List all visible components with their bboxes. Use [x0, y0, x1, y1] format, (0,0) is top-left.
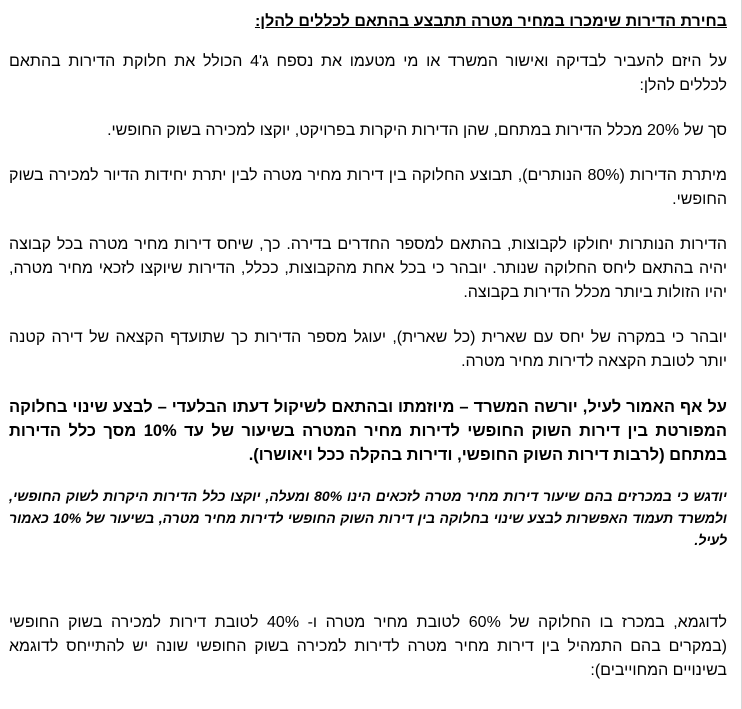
blank-spacer	[9, 551, 727, 611]
document-body	[9, 10, 727, 683]
paragraph-remaining-split: מיתרת הדירות (80% הנותרים), תבוצע החלוקה בין דירות מחיר מטרה לבין יתרת יחידות הדיור למכירה בשוק החופשי.	[9, 167, 727, 208]
paragraph-ministry-discretion: על אף האמור לעיל, יורשה המשרד – מיוזמתו ובהתאם לשיקול דעתו הבלעדי – לבצע שינוי בחלוקה המפורטת בין דירות השוק החופשי לדירות מחיר המטרה בשיעור של עד 10% מסך כלל הדירות במתחם (לרבות דירות השוק החופשי, ודירות בהקלה ככל ויאושרו).	[9, 398, 727, 464]
paragraph-expensive-units: סך של 20% מכלל הדירות במתחם, שהן הדירות היקרות בפרויקט, יוקצו למכירה בשוק החופשי.	[107, 122, 727, 139]
paragraph-example: לדוגמא, במכרז בו החלוקה של 60% לטובת מחיר מטרה ו- 40% לטובת דירות למכירה בשוק החופשי (במקרים בהם התמהיל בין דירות מחיר מטרה לדירות למכירה בשוק החופשי שונה יש להתייחס לדוגמא בשינויים המחוייבים):	[9, 614, 727, 679]
paragraph-room-groups: הדירות הנותרות יחולקו לקבוצות, בהתאם למספר החדרים בדירה. כך, שיחס דירות מחיר מטרה בכל קבוצה יהיה בהתאם ליחס החלוקה שנותר. יובהר כי בכל אחת מהקבוצות, ככלל, הדירות שיוקצו לזכאי מחיר מטרה, יהיו הזולות ביותר מכלל הדירות בקבוצה.	[9, 236, 727, 301]
paragraph-rounding: יובהר כי במקרה של יחס עם שארית (כל שארית), יעוגל מספר הדירות כך שתועדף הקצאה של דירה קטנה יותר לטובת הקצאה לדירות מחיר מטרה.	[9, 329, 727, 370]
section-heading: בחירת הדירות שימכרו במחיר מטרה תתבצע בהתאם לכללים להלן:	[254, 13, 727, 30]
paragraph-submission: על היזם להעביר לבדיקה ואישור המשרד או מי מטעמו את נספח ג'4 הכולל את חלוקת הדירות בהתאם לכללים להלן:	[9, 53, 728, 94]
paragraph-emphasis-note: יודגש כי במכרזים בהם שיעור דירות מחיר מטרה לזכאים הינו 80% ומעלה, יוקצו כלל הדירות היקרות לשוק החופשי, ולמשרד תעמוד האפשרות לבצע שינוי בחלוקה בין דירות השוק החופשי לדירות מחיר מטרה, בשיעור של 10% כאמור לעיל.	[9, 488, 728, 548]
